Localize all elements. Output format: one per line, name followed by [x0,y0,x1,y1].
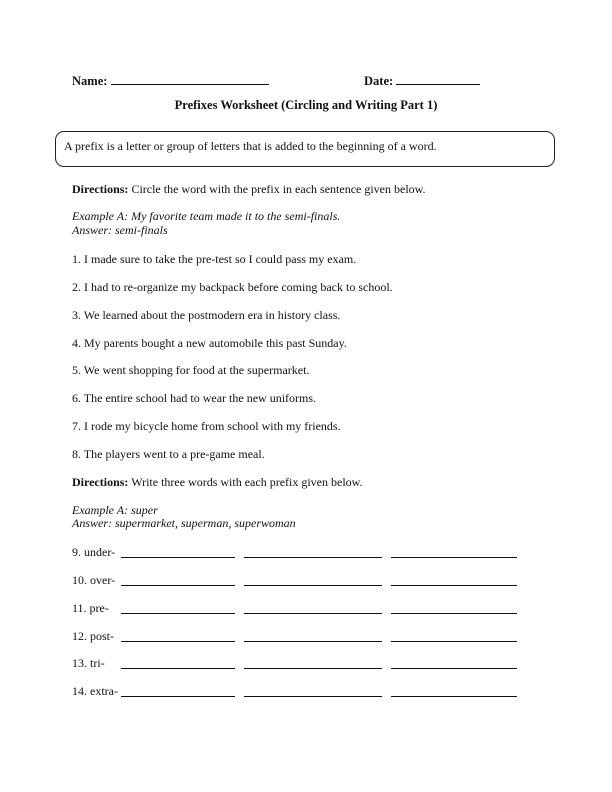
answer-blank[interactable] [121,613,235,614]
part2-directions [72,475,363,490]
date-blank[interactable] [396,72,480,85]
answer-blank[interactable] [244,557,382,558]
date-field [364,72,480,89]
prefix-label: 13. tri- [72,656,105,670]
sentence-item: 4. My parents bought a new automobile this past Sunday. [72,336,347,350]
sentence-item: 6. The entire school had to wear the new uniforms. [72,391,317,405]
prefix-label: 10. over- [72,573,116,587]
answer-blank[interactable] [391,696,517,697]
answer-blank[interactable] [244,668,382,669]
part2-answer: Answer: supermarket, superman, superwoman [72,516,296,530]
part1-directions-label: Directions: [72,182,129,196]
part1-example: Example A: My favorite team made it to the semi-finals. [72,209,341,223]
answer-blank[interactable] [391,641,517,642]
answer-blank[interactable] [391,668,517,669]
sentence-item: 5. We went shopping for food at the supermarket. [72,363,310,377]
answer-blank[interactable] [391,557,517,558]
answer-blank[interactable] [121,696,235,697]
part2-directions-label: Directions: [72,475,129,489]
prefix-label: 11. pre- [72,601,109,615]
definition-box [55,131,555,167]
date-label: Date: [364,74,394,88]
name-label: Name: [72,74,108,88]
sentence-item: 1. I made sure to take the pre-test so I could pass my exam. [72,252,357,266]
prefix-label: 14. extra- [72,684,118,698]
part1-answer: Answer: semi-finals [72,223,168,237]
name-field [72,72,269,89]
answer-blank[interactable] [244,696,382,697]
answer-blank[interactable] [121,557,235,558]
answer-blank[interactable] [391,585,517,586]
name-blank[interactable] [111,72,269,85]
page-title: Prefixes Worksheet (Circling and Writing Part 1) [174,98,438,112]
sentence-item: 3. We learned about the postmodern era in history class. [72,308,341,322]
part2-example: Example A: super [72,503,158,517]
part2-directions-text: Write three words with each prefix given below. [131,475,363,489]
sentence-item: 8. The players went to a pre-game meal. [72,447,265,461]
prefix-label: 9. under- [72,545,116,559]
part1-directions [72,182,426,197]
answer-blank[interactable] [391,613,517,614]
answer-blank[interactable] [244,641,382,642]
definition-text: A prefix is a letter or group of letters that is added to the beginning of a word. [64,139,437,153]
sentence-item: 7. I rode my bicycle home from school with my friends. [72,419,341,433]
prefix-label: 12. post- [72,629,114,643]
answer-blank[interactable] [121,641,235,642]
answer-blank[interactable] [121,585,235,586]
answer-blank[interactable] [121,668,235,669]
part1-directions-text: Circle the word with the prefix in each sentence given below. [131,182,426,196]
answer-blank[interactable] [244,585,382,586]
answer-blank[interactable] [244,613,382,614]
sentence-item: 2. I had to re-organize my backpack before coming back to school. [72,280,393,294]
